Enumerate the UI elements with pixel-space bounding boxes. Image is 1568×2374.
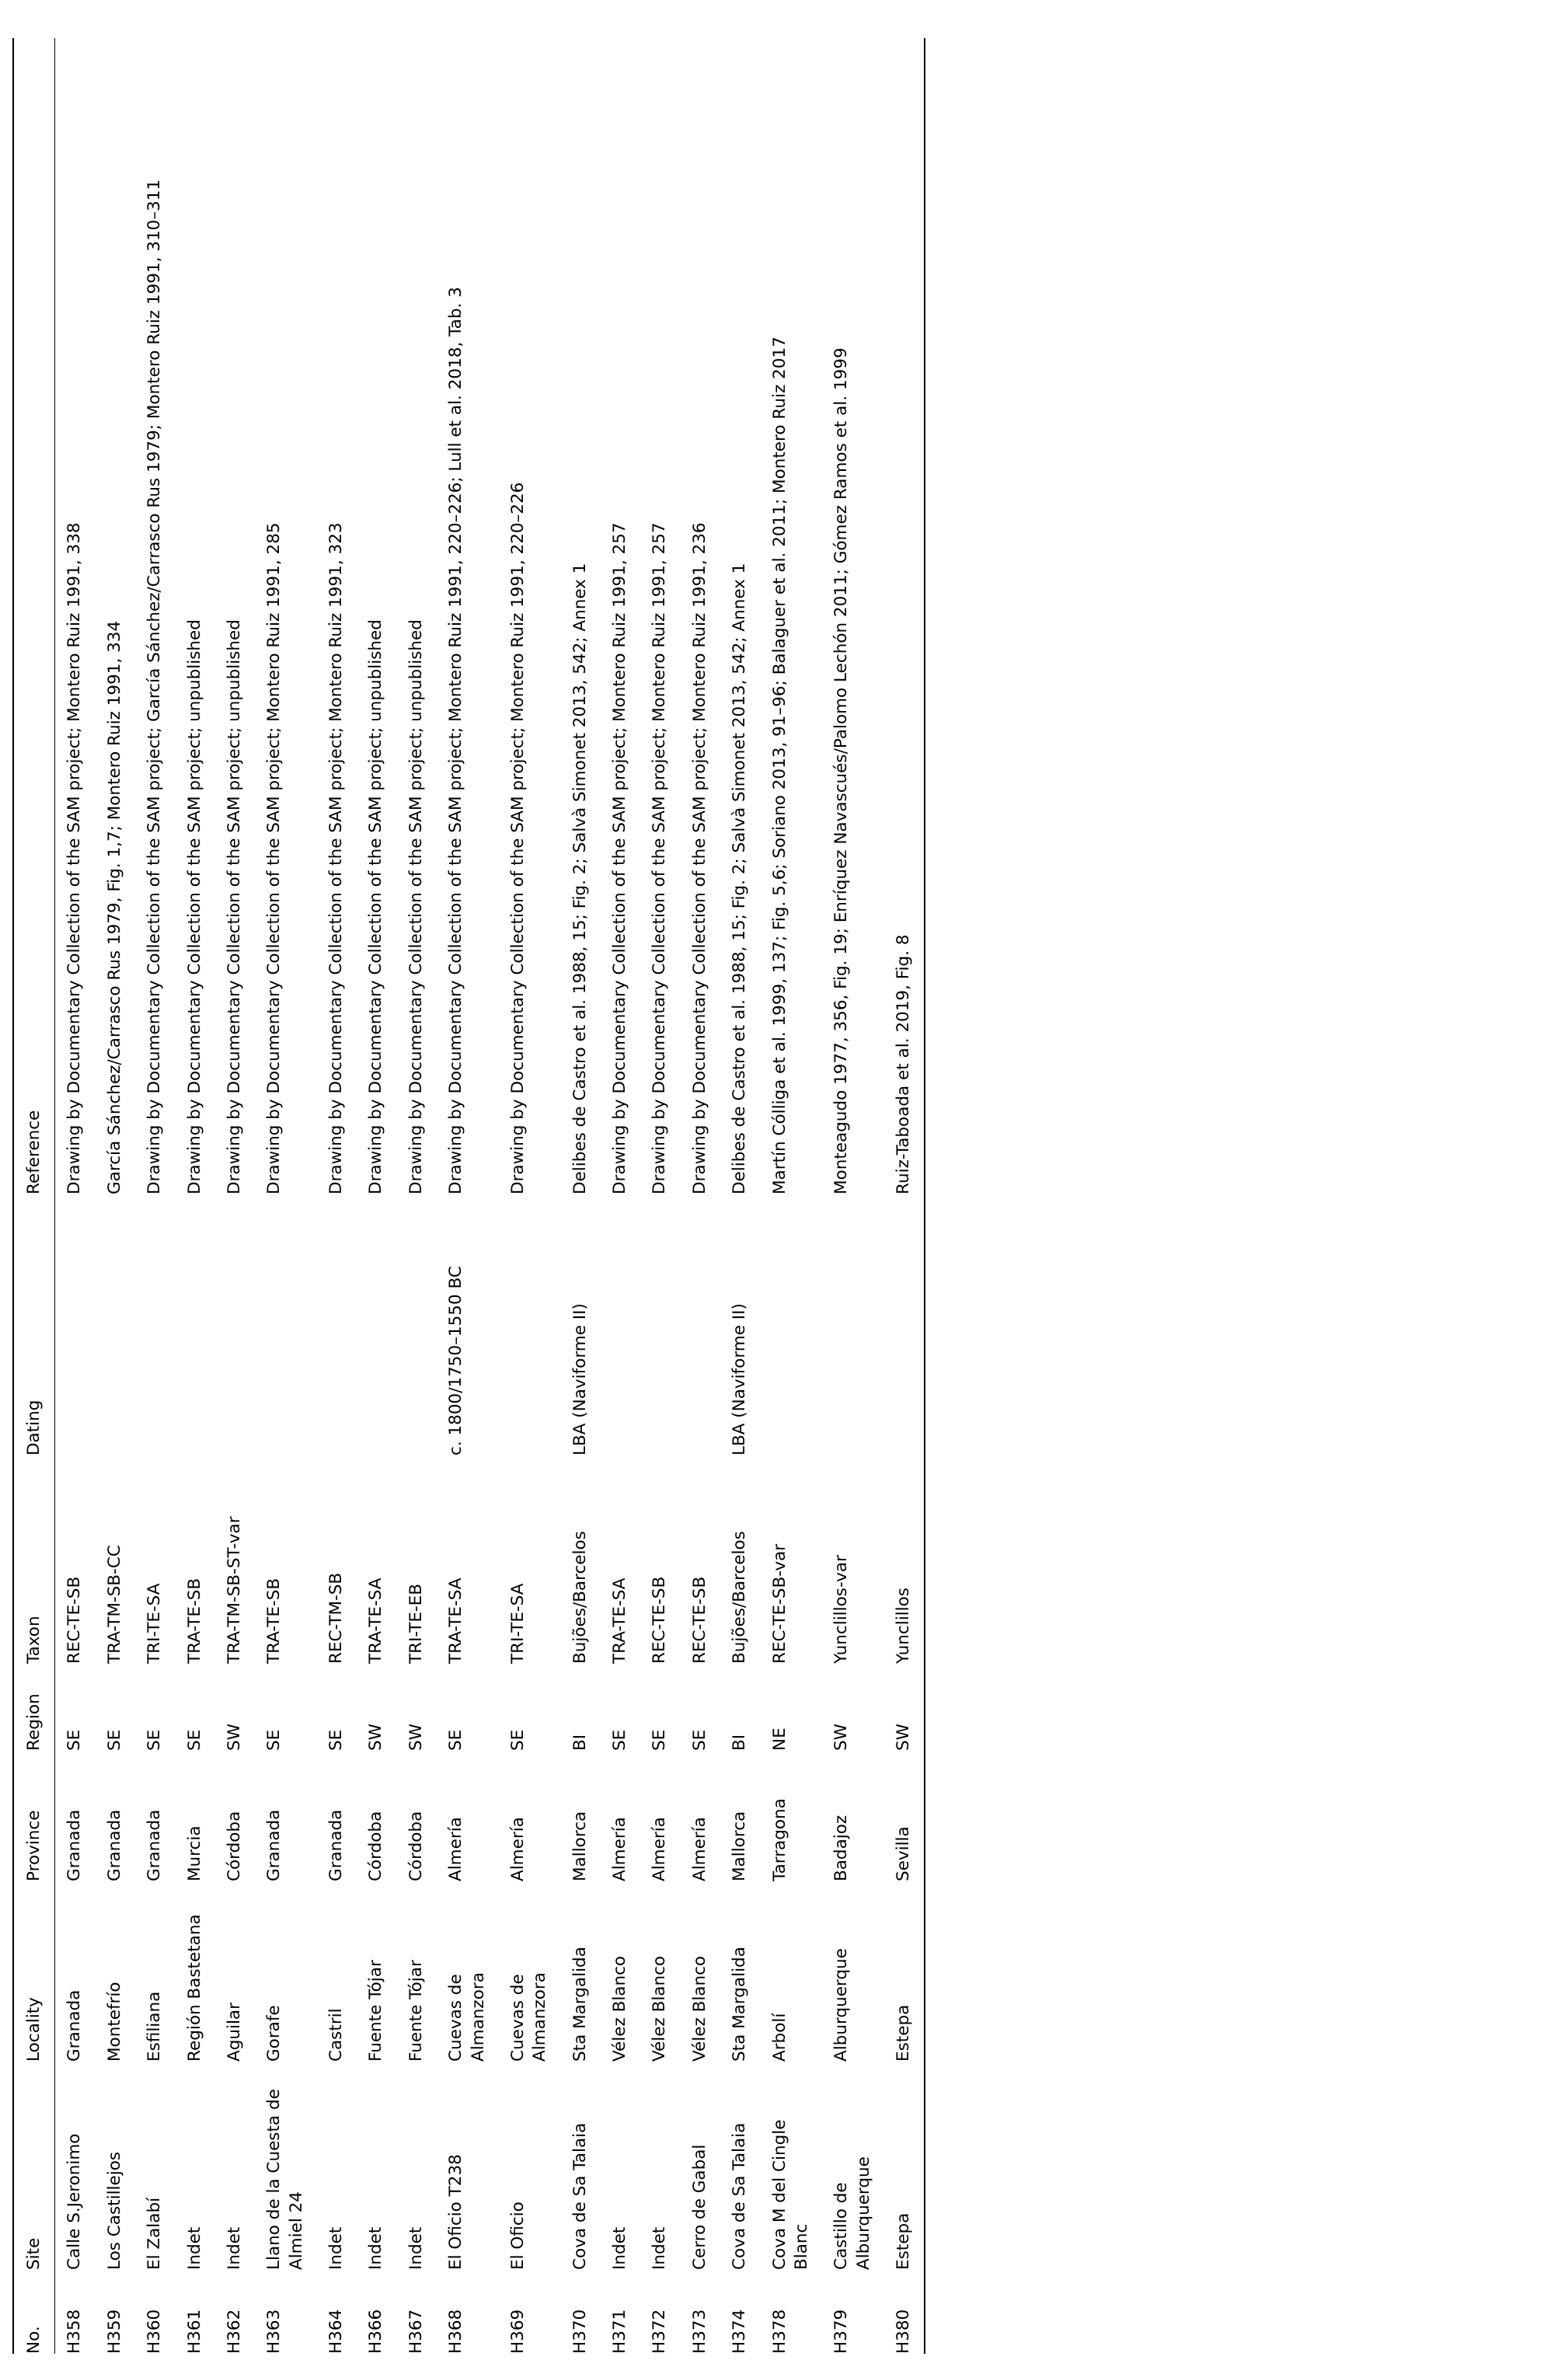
cell-province: Almería (446, 1817, 466, 1881)
cell-taxon: Bujões/Barcelos (570, 1531, 590, 1664)
cell-locality: Cuevas de Almanzora (446, 1972, 488, 2062)
cell-dating: LBA (Naviforme II) (730, 1303, 750, 1455)
cell-reference: Martín Cólliga et al. 1999, 137; Fig. 5,6; Soriano 2013, 91–96; Balaguer et al. 2011; Montero Ruiz 2017 (769, 336, 789, 1194)
table-row (215, 38, 255, 2354)
cell-region: SE (689, 1729, 709, 1751)
cell-taxon: TRA-TE-SA (446, 1577, 466, 1664)
cell-taxon: REC-TE-SB (650, 1576, 670, 1664)
cell-no: H379 (831, 2309, 852, 2354)
cell-no: H369 (507, 2309, 528, 2354)
cell-region: SE (104, 1729, 124, 1751)
column-header-no: No. (13, 2270, 55, 2354)
cell-province: Granada (326, 1809, 346, 1881)
table-row (176, 38, 215, 2354)
cell-no: H370 (570, 2309, 590, 2354)
cell-dating (601, 1194, 640, 1455)
cell-dating (397, 1194, 437, 1455)
cell-province: Córdoba (366, 1811, 386, 1881)
cell-site: Castillo de Alburquerque (831, 2156, 873, 2270)
cell-reference: Monteagudo 1977, 356, Fig. 19; Enríquez Navascués/Palomo Lechón 2011; Gómez Ramos et al. 1999 (831, 347, 852, 1194)
cell-taxon: REC-TM-SB (326, 1572, 346, 1664)
column-header-site: Site (13, 2062, 55, 2270)
cell-locality: Vélez Blanco (650, 1955, 670, 2062)
cell-dating (357, 1194, 396, 1455)
cell-dating (215, 1194, 255, 1455)
cell-site: Los Castillejos (104, 2151, 124, 2270)
cell-dating (499, 1194, 561, 1455)
column-header-locality: Locality (13, 1881, 55, 2062)
cell-site: Indet (184, 2226, 204, 2270)
cell-dating (822, 1194, 884, 1455)
cell-locality: Estepa (884, 1881, 925, 2062)
cell-site: Calle S.Jeronimo (64, 2133, 85, 2270)
cell-region: NE (769, 1727, 789, 1751)
cell-site: Indet (610, 2226, 629, 2270)
cell-no: H368 (446, 2309, 466, 2354)
cell-dating: c. 1800/1750–1550 BC (446, 1266, 466, 1455)
cell-taxon: REC-TE-SB-var (769, 1543, 789, 1664)
cell-locality: Gorafe (264, 2005, 284, 2062)
cell-site: Cova de Sa Talaia (570, 2122, 590, 2270)
cell-no: H361 (184, 2309, 204, 2354)
cell-region: SE (145, 1729, 165, 1751)
cell-site: El Oficio (507, 2201, 528, 2270)
cell-reference: Drawing by Documentary Collection of the SAM project; Montero Ruiz 1991, 257 (650, 522, 670, 1194)
cell-no: H360 (145, 2309, 165, 2354)
table-row (561, 38, 601, 2354)
cell-reference: Drawing by Documentary Collection of the SAM project; unpublished (224, 619, 244, 1194)
cell-no: H362 (224, 2309, 244, 2354)
cell-dating (176, 1194, 215, 1455)
cell-region: SE (610, 1729, 629, 1751)
cell-site: Indet (366, 2226, 386, 2270)
cell-taxon: Yunclillos (884, 1455, 925, 1664)
cell-region: SW (884, 1664, 925, 1751)
cell-no: H366 (366, 2309, 386, 2354)
cell-region: SW (366, 1724, 386, 1751)
cell-reference: García Sánchez/Carrasco Rus 1979, Fig. 1,7; Montero Ruiz 1991, 334 (104, 620, 124, 1194)
cell-dating (761, 1194, 823, 1455)
cell-province: Almería (689, 1817, 709, 1881)
cell-taxon: TRA-TE-SA (366, 1577, 386, 1664)
cell-taxon: TRA-TM-SB-ST-var (224, 1516, 244, 1664)
cell-province: Tarragona (769, 1798, 789, 1881)
cell-site: Llano de la Cuesta de Almiel 24 (264, 2089, 306, 2270)
cell-reference: Drawing by Documentary Collection of the SAM project; unpublished (184, 619, 204, 1194)
cell-no: H359 (104, 2309, 124, 2354)
table-row (255, 38, 317, 2354)
table-row (822, 38, 884, 2354)
cell-dating: LBA (Naviforme II) (570, 1303, 590, 1455)
table-body (55, 38, 925, 2354)
cell-site: Indet (224, 2226, 244, 2270)
cell-taxon: REC-TE-SB (64, 1576, 85, 1664)
table-row (55, 38, 96, 2354)
cell-reference: Delibes de Castro et al. 1988, 15; Fig. 2; Salvà Simonet 2013, 542; Annex 1 (730, 563, 750, 1194)
cell-locality: Arbolí (769, 2013, 789, 2062)
cell-site: Cova M del Cingle Blanc (769, 2119, 811, 2270)
table-header-row (13, 38, 55, 2354)
cell-province: Badajoz (831, 1814, 852, 1881)
cell-locality: Sta Margalida (570, 1947, 590, 2062)
cell-dating (255, 1194, 317, 1455)
table-row (135, 38, 175, 2354)
cell-no: H373 (689, 2309, 709, 2354)
column-header-dating: Dating (13, 1194, 55, 1455)
cell-taxon: Yunclillos-var (831, 1555, 852, 1664)
catalogue-table (12, 38, 925, 2354)
cell-dating (317, 1194, 357, 1455)
cell-dating (640, 1194, 680, 1455)
table-row (640, 38, 680, 2354)
table-row (499, 38, 561, 2354)
cell-province: Mallorca (730, 1811, 750, 1881)
cell-taxon: TRA-TE-SA (610, 1577, 629, 1664)
column-header-province: Province (13, 1751, 55, 1881)
cell-dating (681, 1194, 720, 1455)
cell-reference: Drawing by Documentary Collection of the SAM project; Montero Ruiz 1991, 285 (264, 522, 284, 1194)
column-header-taxon: Taxon (13, 1455, 55, 1664)
cell-region: SW (831, 1724, 852, 1751)
table-row (96, 38, 135, 2354)
table-row (884, 38, 925, 2354)
table-row (681, 38, 720, 2354)
cell-reference: Drawing by Documentary Collection of the SAM project; Montero Ruiz 1991, 236 (689, 522, 709, 1194)
cell-site: Indet (650, 2226, 670, 2270)
cell-reference: Ruiz-Taboada et al. 2019, Fig. 8 (884, 38, 925, 1194)
cell-no: H364 (326, 2309, 346, 2354)
cell-taxon: TRA-TM-SB-CC (104, 1545, 124, 1664)
cell-region: SW (224, 1724, 244, 1751)
cell-no: H367 (406, 2309, 426, 2354)
cell-site: Estepa (884, 2062, 925, 2270)
cell-site: El Zalabí (145, 2197, 165, 2270)
cell-no: H372 (650, 2309, 670, 2354)
column-header-reference: Reference (13, 38, 55, 1194)
cell-region: SE (507, 1729, 528, 1751)
table-header (13, 38, 55, 2354)
cell-province: Granada (104, 1809, 124, 1881)
cell-province: Granada (145, 1809, 165, 1881)
cell-locality: Granada (64, 1989, 85, 2062)
cell-province: Sevilla (884, 1751, 925, 1881)
cell-region: SE (650, 1729, 670, 1751)
cell-province: Córdoba (406, 1811, 426, 1881)
cell-reference: Drawing by Documentary Collection of the SAM project; Montero Ruiz 1991, 338 (64, 522, 85, 1194)
cell-site: Cova de Sa Talaia (730, 2122, 750, 2270)
cell-taxon: TRI-TE-SA (507, 1583, 528, 1664)
cell-province: Granada (64, 1809, 85, 1881)
cell-province: Almería (610, 1817, 629, 1881)
table-row (397, 38, 437, 2354)
cell-reference: Drawing by Documentary Collection of the SAM project; Montero Ruiz 1991, 220–226; Lull et al. 2018, Tab. 3 (446, 287, 466, 1194)
cell-taxon: TRA-TE-SB (264, 1577, 284, 1664)
cell-taxon: TRA-TE-SB (184, 1577, 204, 1664)
table-row (357, 38, 396, 2354)
cell-reference: Drawing by Documentary Collection of the SAM project; unpublished (366, 619, 386, 1194)
cell-no: H378 (769, 2309, 789, 2354)
cell-province: Mallorca (570, 1811, 590, 1881)
cell-dating (135, 1194, 175, 1455)
cell-taxon: TRI-TE-SA (145, 1583, 165, 1664)
cell-locality: Esfiliana (145, 1991, 165, 2062)
cell-locality: Región Bastetana (184, 1914, 204, 2062)
cell-region: BI (570, 1734, 590, 1751)
cell-province: Almería (507, 1817, 528, 1881)
cell-locality: Cuevas de Almanzora (507, 1972, 550, 2062)
cell-locality: Castril (326, 2008, 346, 2062)
cell-locality: Montefrío (104, 1982, 124, 2062)
table-row (601, 38, 640, 2354)
cell-reference: Drawing by Documentary Collection of the SAM project; unpublished (406, 619, 426, 1194)
cell-no: H358 (64, 2309, 85, 2354)
cell-locality: Sta Margalida (730, 1947, 750, 2062)
cell-reference: Drawing by Documentary Collection of the SAM project; García Sánchez/Carrasco Rus 1979; Montero Ruiz 1991, 310–311 (145, 179, 165, 1194)
cell-reference: Drawing by Documentary Collection of the SAM project; Montero Ruiz 1991, 323 (326, 522, 346, 1194)
table-row (437, 38, 499, 2354)
cell-no: H374 (730, 2309, 750, 2354)
cell-taxon: TRI-TE-EB (406, 1583, 426, 1664)
cell-no: H371 (610, 2309, 629, 2354)
cell-site: Cerro de Gabal (689, 2144, 709, 2270)
table-row (720, 38, 760, 2354)
cell-dating (55, 1194, 96, 1455)
cell-locality: Fuente Tójar (406, 1960, 426, 2062)
cell-reference: Drawing by Documentary Collection of the SAM project; Montero Ruiz 1991, 220–226 (507, 482, 528, 1194)
cell-locality: Fuente Tójar (366, 1960, 386, 2062)
cell-site: Indet (326, 2226, 346, 2270)
cell-province: Córdoba (224, 1811, 244, 1881)
cell-locality: Vélez Blanco (689, 1955, 709, 2062)
cell-taxon: Bujões/Barcelos (730, 1531, 750, 1664)
cell-province: Murcia (184, 1825, 204, 1881)
cell-reference: Delibes de Castro et al. 1988, 15; Fig. 2; Salvà Simonet 2013, 542; Annex 1 (570, 563, 590, 1194)
table-row (317, 38, 357, 2354)
cell-no: H380 (884, 2270, 925, 2354)
cell-locality: Aguilar (224, 2003, 244, 2062)
cell-region: SE (64, 1729, 85, 1751)
cell-region: SW (406, 1724, 426, 1751)
cell-dating (884, 1194, 925, 1455)
column-header-region: Region (13, 1664, 55, 1751)
cell-province: Almería (650, 1817, 670, 1881)
cell-reference: Drawing by Documentary Collection of the SAM project; Montero Ruiz 1991, 257 (610, 522, 629, 1194)
cell-region: SE (326, 1729, 346, 1751)
cell-taxon: REC-TE-SB (689, 1576, 709, 1664)
cell-no: H363 (264, 2309, 284, 2354)
cell-locality: Vélez Blanco (610, 1955, 629, 2062)
cell-dating (96, 1194, 135, 1455)
cell-region: SE (264, 1729, 284, 1751)
cell-locality: Alburquerque (831, 1948, 852, 2062)
cell-region: SE (184, 1729, 204, 1751)
cell-province: Granada (264, 1809, 284, 1881)
cell-region: SE (446, 1729, 466, 1751)
cell-site: El Oficio T238 (446, 2154, 466, 2270)
table-row (761, 38, 823, 2354)
cell-site: Indet (406, 2226, 426, 2270)
cell-region: BI (730, 1734, 750, 1751)
